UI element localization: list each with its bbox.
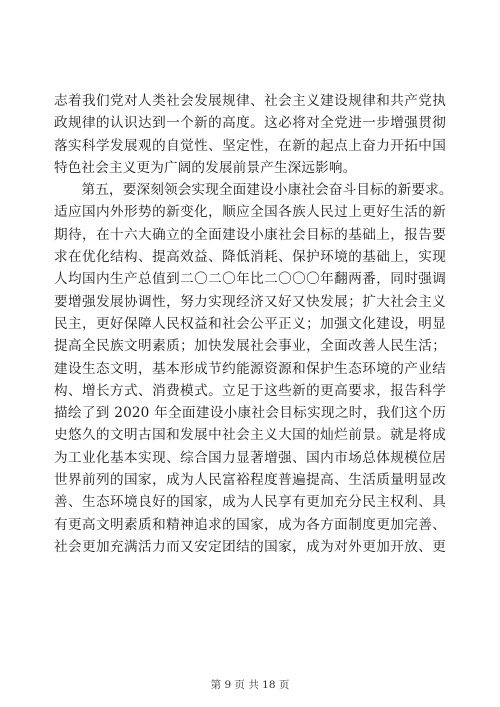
text-line: 民主，更好保障人民权益和社会公平正义；加强文化建设，明显 bbox=[54, 315, 446, 332]
text-line: 人均国内生产总值到二〇二〇年比二〇〇〇年翻两番，同时强调 bbox=[54, 271, 446, 288]
text-line: 政规律的认识达到一个新的高度。这必将对全党进一步增强贯彻 bbox=[54, 115, 446, 132]
page-footer: 第 9 页 共 18 页 bbox=[210, 679, 290, 691]
text-line: 期待，在十六大确立的全面建设小康社会目标的基础上，报告要 bbox=[54, 226, 446, 243]
text-line: 提高全民族文明素质；加快发展社会事业，全面改善人民生活； bbox=[54, 338, 446, 355]
text-line: 第五，要深刻领会实现全面建设小康社会奋斗目标的新要求。 bbox=[54, 182, 453, 199]
text-line: 社会更加充满活力而又安定团结的国家，成为对外更加开放、更 bbox=[54, 538, 446, 555]
text-line: 志着我们党对人类社会发展规律、社会主义建设规律和共产党执 bbox=[54, 93, 446, 109]
text-line: 要增强发展协调性，努力实现经济又好又快发展；扩大社会主义 bbox=[54, 293, 446, 310]
text-line: 善、生态环境良好的国家，成为人民享有更加充分民主权利、具 bbox=[54, 494, 446, 511]
text-line: 世界前列的国家，成为人民富裕程度普遍提高、生活质量明显改 bbox=[54, 472, 446, 489]
text-line: 求在优化结构、提高效益、降低消耗、保护环境的基础上，实现 bbox=[54, 249, 446, 266]
document-body bbox=[54, 90, 453, 558]
text-line: 为工业化基本实现、综合国力显著增强、国内市场总体规模位居 bbox=[54, 449, 446, 466]
text-line: 有更高文明素质和精神追求的国家，成为各方面制度更加完善、 bbox=[54, 516, 446, 533]
text-line: 史悠久的文明古国和发展中社会主义大国的灿烂前景。就是将成 bbox=[54, 427, 446, 444]
text-line: 落实科学发展观的自觉性、坚定性，在新的起点上奋力开拓中国 bbox=[54, 137, 446, 154]
text-line: 适应国内外形势的新变化，顺应全国各族人民过上更好生活的新 bbox=[54, 204, 446, 221]
text-line: 建设生态文明，基本形成节约能源资源和保护生态环境的产业结 bbox=[54, 360, 446, 377]
text-line: 描绘了到 2020 年全面建设小康社会目标实现之时，我们这个历 bbox=[54, 405, 446, 422]
text-line: 特色社会主义更为广阔的发展前景产生深远影响。 bbox=[54, 159, 357, 176]
text-line: 构、增长方式、消费模式。立足于这些新的更高要求，报告科学 bbox=[54, 382, 446, 399]
